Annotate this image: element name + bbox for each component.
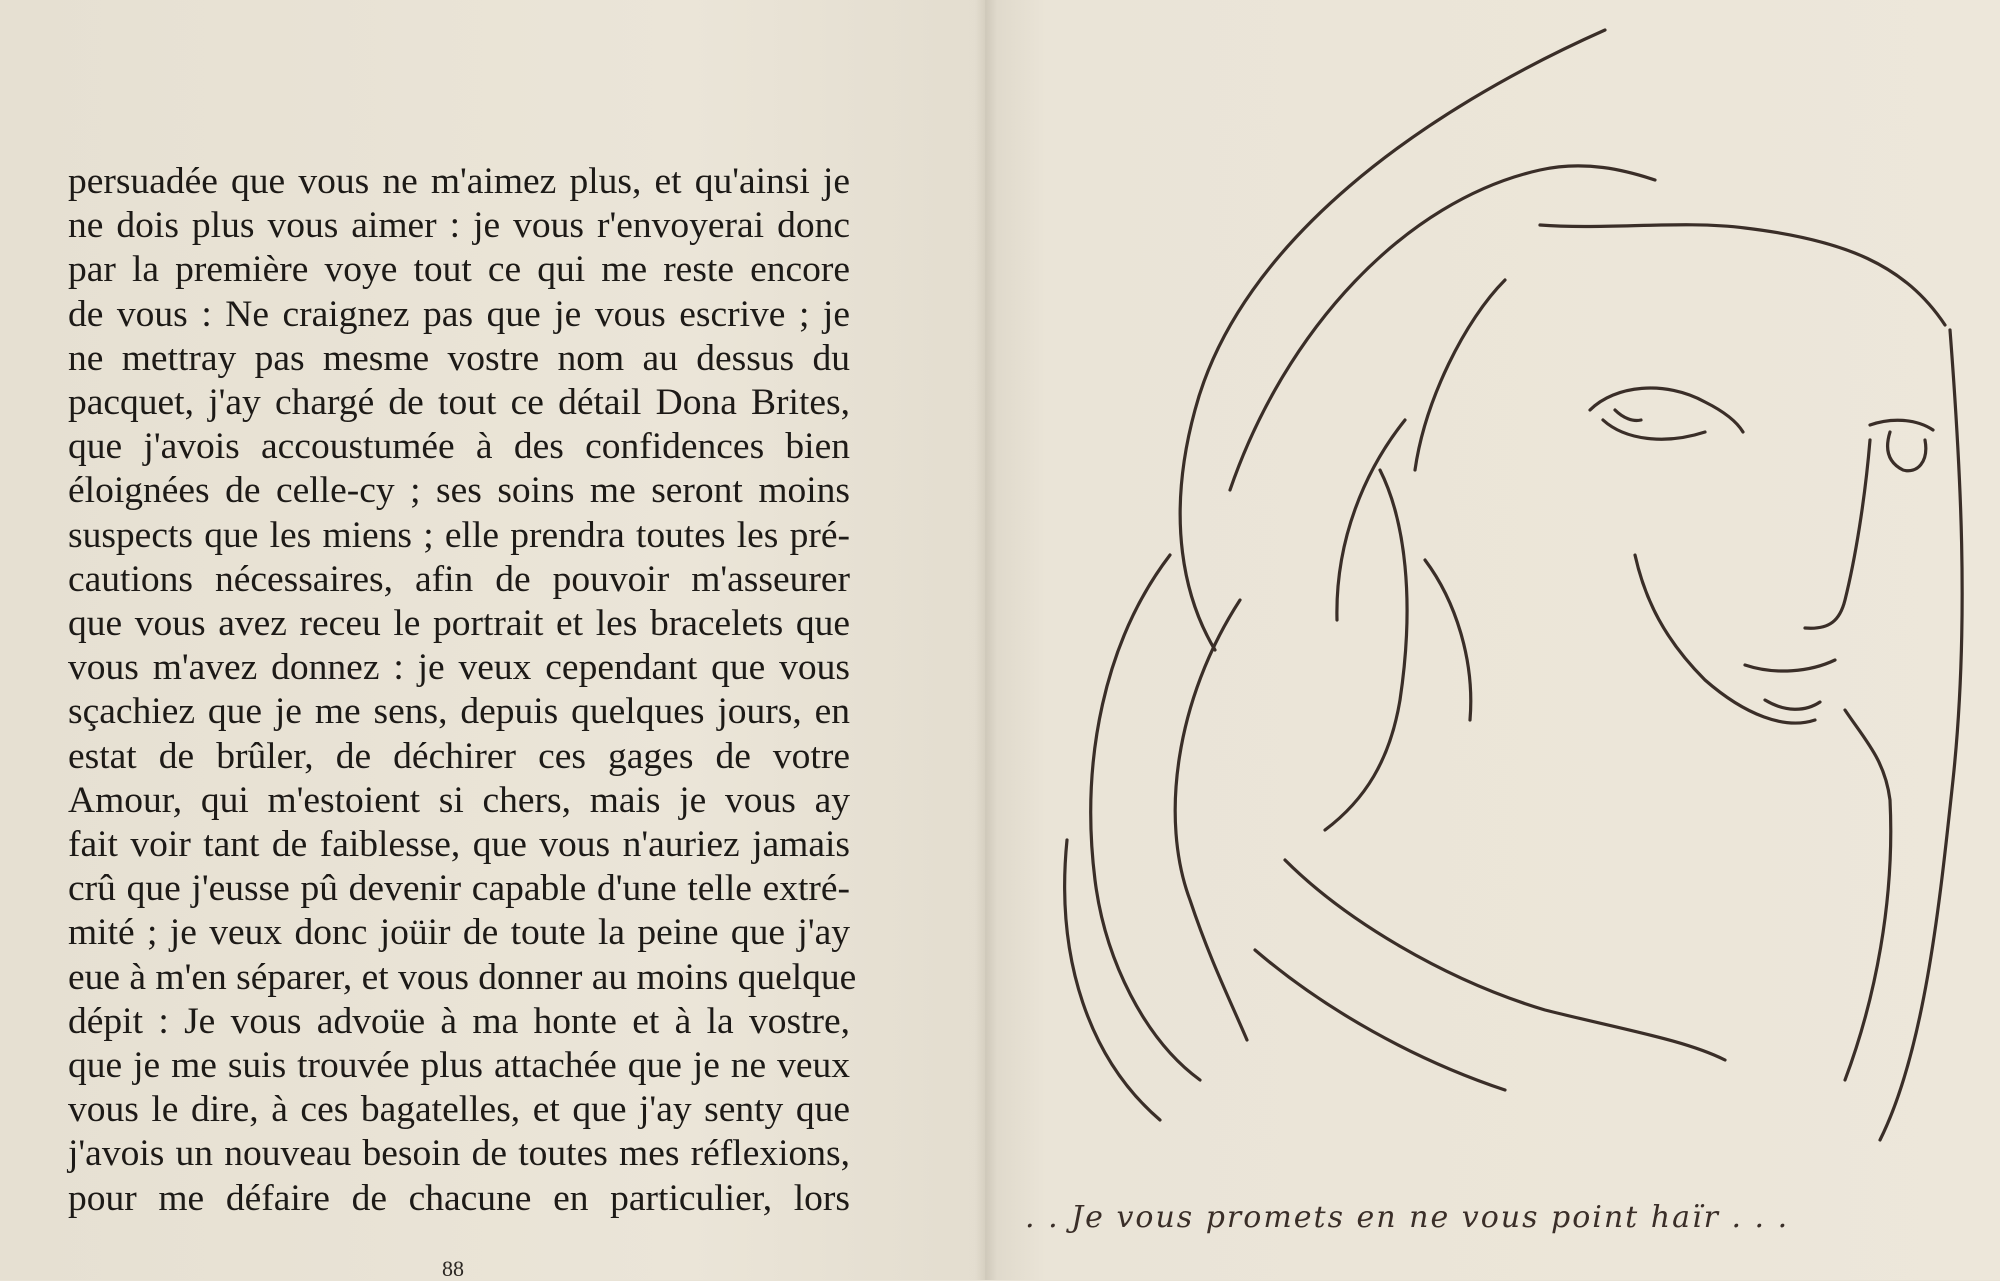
hair-crown — [1065, 840, 1160, 1120]
hair-left-strand — [1091, 555, 1200, 1080]
text-line: pour me défaire de chacune en particulier, lors — [68, 1177, 850, 1219]
text-line: j'avois un nouveau besoin de toutes mes réflexions, — [68, 1133, 850, 1175]
text-line: que vous avez receu le portrait et les bracelets que — [68, 603, 850, 645]
hair-right-fall — [1880, 330, 1962, 1140]
left-eye — [1590, 388, 1743, 432]
nose — [1805, 440, 1870, 628]
hair-outer-stroke — [1180, 30, 1605, 650]
hand-lines — [1425, 560, 1471, 720]
text-line: vous le dire, à ces bagatelles, et que j'ay senty que — [68, 1089, 850, 1131]
text-line: suspects que les miens ; elle prendra toutes les pré- — [68, 514, 850, 556]
text-line: crû que j'eusse pû devenir capable d'une telle extré- — [68, 868, 850, 910]
left-eye-pupil — [1615, 410, 1641, 421]
hair-left-inner — [1175, 600, 1247, 1040]
face-hand — [1325, 470, 1407, 830]
text-line: de vous : Ne craignez pas que je vous escrive ; je — [68, 293, 850, 335]
text-line: ne dois plus vous aimer : je vous r'envoyerai donc — [68, 205, 850, 247]
face-left-cheek — [1337, 420, 1405, 620]
text-line: que j'avois accoustumée à des confidences bien — [68, 426, 850, 468]
text-line: ne mettray pas mesme vostre nom au dessus du — [68, 337, 850, 379]
text-line: cautions nécessaires, afin de pouvoir m'asseurer — [68, 558, 850, 600]
arm-line-lower — [1255, 950, 1505, 1090]
text-line: fait voir tant de faiblesse, que vous n'auriez jamais — [68, 824, 850, 866]
lower-lip — [1765, 700, 1820, 709]
face-neck — [1845, 710, 1891, 1080]
text-line: estat de brûler, de déchirer ces gages de votre — [68, 735, 850, 777]
body-text — [68, 160, 857, 1221]
face-jaw — [1635, 555, 1815, 723]
right-eye-iris — [1888, 432, 1926, 471]
arm-line — [1285, 860, 1725, 1060]
illustration-caption: . . Je vous promets en ne vous point haïr . . . — [1025, 1200, 1790, 1235]
page-number: 88 — [442, 1256, 464, 1281]
left-eye-lid — [1603, 420, 1705, 439]
face-forehead — [1415, 280, 1505, 470]
text-line: dépit : Je vous advoüe à ma honte et à la vostre, — [68, 1000, 850, 1042]
text-line: vous m'avez donnez : je veux cependant que vous — [68, 647, 850, 689]
text-line: que je me suis trouvée plus attachée que je ne veux — [68, 1045, 850, 1087]
text-line: par la première voye tout ce qui me reste encore — [68, 249, 850, 291]
hair-top-line — [1540, 225, 1945, 325]
text-line: sçachiez que je me sens, depuis quelques jours, en — [68, 691, 850, 733]
text-line: eue à m'en séparer, et vous donner au moins quelque — [68, 956, 857, 998]
portrait-illustration — [985, 0, 2000, 1280]
mouth — [1745, 660, 1835, 671]
hair-top-arc — [1230, 166, 1655, 490]
text-line: Amour, qui m'estoient si chers, mais je vous ay — [68, 779, 850, 821]
right-eye — [1870, 420, 1933, 430]
text-line: persuadée que vous ne m'aimez plus, et qu'ainsi je — [68, 161, 850, 202]
text-line: pacquet, j'ay chargé de tout ce détail Dona Brites, — [68, 382, 850, 424]
text-line: éloignées de celle-cy ; ses soins me seront moins — [68, 470, 850, 512]
text-line: mité ; je veux donc joüir de toute la peine que j'ay — [68, 912, 850, 954]
